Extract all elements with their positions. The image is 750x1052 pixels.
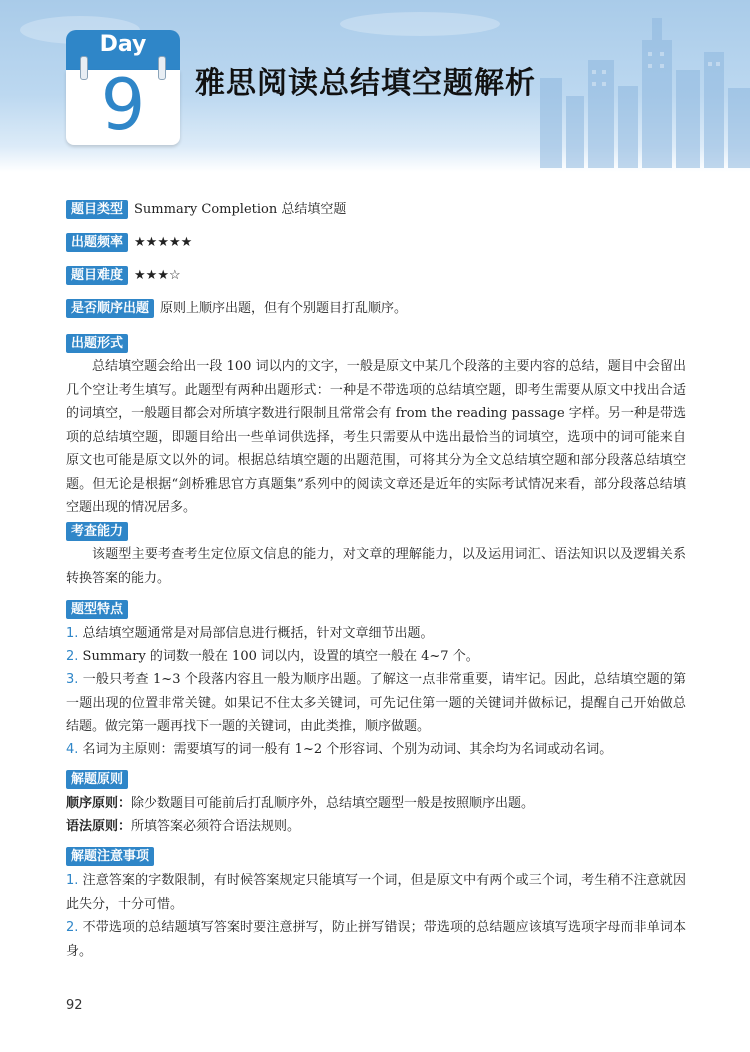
form-paragraph: 总结填空题会给出一段 100 词以内的文字，一般是原文中某几个段落的主要内容的总结，题目中会留出几个空让考生填写。此题型有两种出题形式：一种是不带选项的总结填空题，即考生需要从原文中找出合适的词填空，一般题目都会对所填字数进行限制且常常会有 from the reading passage 字样。另一种是带选项的总结填空题，即题目给出一些单词供选择，考生只需要从中选出最恰当的词填空，选项中的词可能来自原文也可能是原文以外的词。根据总结填空题的出题范围，可将其分为全文总结填空题和部分段落总结填空题。但无论是根据“剑桥雅思官方真题集”系列中的阅读文章还是近年的实际考试情况来看，部分段落总结填空题出现的情况居多。 bbox=[66, 359, 686, 515]
order-value: 原则上顺序出题，但有个别题目打乱顺序。 bbox=[160, 301, 408, 316]
feature-item: 2. Summary 的词数一般在 100 词以内，设置的填空一般在 4~7 个。 bbox=[66, 649, 479, 664]
page-number: 92 bbox=[66, 998, 83, 1013]
feature-item: 4. 名词为主原则：需要填写的词一般有 1~2 个形容词、个别为动词、其余均为名词或动名词。 bbox=[66, 742, 613, 757]
calendar-ring-icon bbox=[80, 56, 88, 80]
day-label: Day bbox=[99, 32, 147, 57]
meta-order bbox=[66, 299, 407, 319]
meta-type bbox=[66, 200, 346, 220]
page-title: 雅思阅读总结填空题解析 bbox=[195, 66, 536, 101]
meta-frequency bbox=[66, 233, 192, 253]
principle-item: 语法原则：所填答案必须符合语法规则。 bbox=[66, 819, 301, 834]
ability-tag: 考查能力 bbox=[66, 522, 128, 541]
notes-tag: 解题注意事项 bbox=[66, 847, 154, 866]
form-tag: 出题形式 bbox=[66, 334, 128, 353]
section-form bbox=[66, 332, 128, 353]
features-tag: 题型特点 bbox=[66, 600, 128, 619]
calendar-body bbox=[66, 64, 180, 146]
order-tag: 是否顺序出题 bbox=[66, 299, 154, 318]
section-principles bbox=[66, 768, 128, 789]
principle-item: 顺序原则：除少数题目可能前后打乱顺序外，总结填空题型一般是按照顺序出题。 bbox=[66, 796, 535, 811]
feature-item: 3. 一般只考查 1~3 个段落内容且一般为顺序出题。了解这一点非常重要，请牢记。因此，总结填空题的第一题出现的位置非常关键。如果记不住太多关键词，可先记住第一题的关键词并做标记，提醒自己开始做总结题。做完第一题再找下一题的关键词，由此类推，顺序做题。 bbox=[66, 672, 686, 734]
principles-tag: 解题原则 bbox=[66, 770, 128, 789]
ability-paragraph: 该题型主要考查考生定位原文信息的能力，对文章的理解能力，以及运用词汇、语法知识以及逻辑关系转换答案的能力。 bbox=[66, 547, 686, 586]
meta-difficulty bbox=[66, 266, 181, 286]
day-number: 9 bbox=[100, 64, 146, 146]
type-value: Summary Completion 总结填空题 bbox=[134, 202, 347, 217]
note-item: 2. 不带选项的总结题填写答案时要注意拼写，防止拼写错误；带选项的总结题应该填写选项字母而非单词本身。 bbox=[66, 920, 686, 959]
difficulty-tag: 题目难度 bbox=[66, 266, 128, 285]
note-item: 1. 注意答案的字数限制，有时候答案规定只能填写一个词，但是原文中有两个或三个词，考生稍不注意就因此失分，十分可惜。 bbox=[66, 873, 686, 912]
feature-item: 1. 总结填空题通常是对局部信息进行概括，针对文章细节出题。 bbox=[66, 626, 434, 641]
frequency-tag: 出题频率 bbox=[66, 233, 128, 252]
section-features bbox=[66, 598, 128, 619]
section-ability bbox=[66, 520, 128, 541]
day-calendar-badge bbox=[66, 30, 180, 145]
difficulty-stars: ★★★☆ bbox=[134, 268, 181, 283]
calendar-ring-icon bbox=[158, 56, 166, 80]
frequency-stars: ★★★★★ bbox=[134, 235, 193, 250]
type-tag: 题目类型 bbox=[66, 200, 128, 219]
section-notes bbox=[66, 845, 154, 866]
